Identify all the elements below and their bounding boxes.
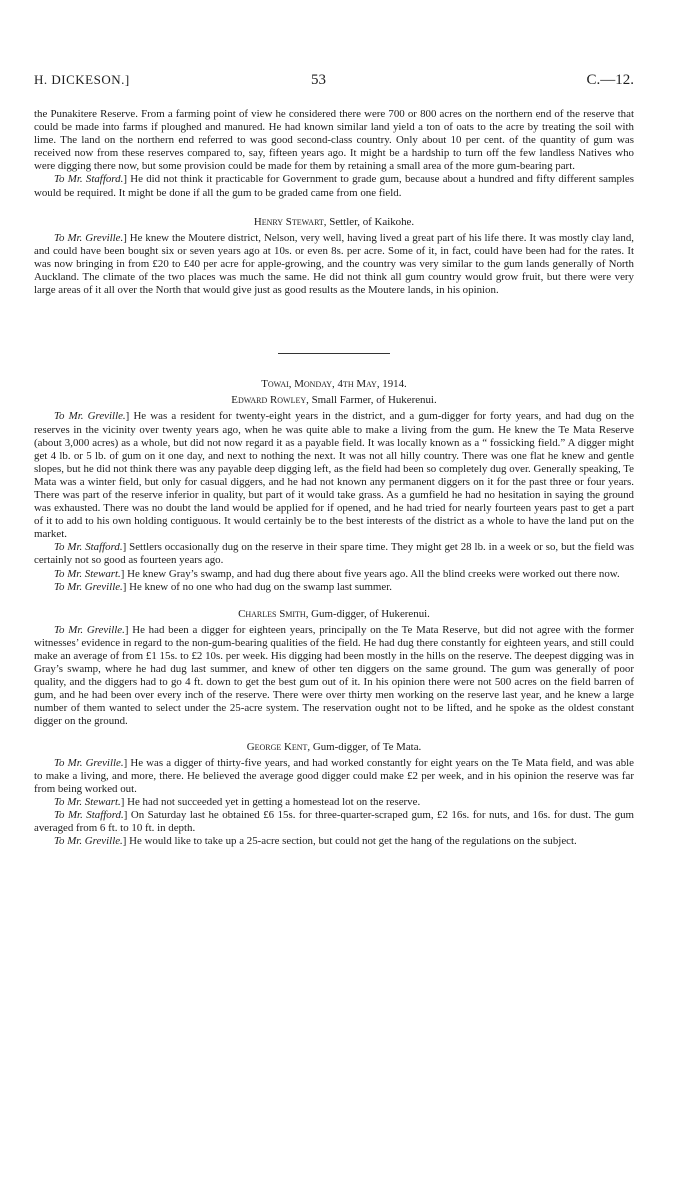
spacer (34, 200, 634, 216)
examiner-name: To Mr. Greville. (54, 756, 124, 769)
examiner-name: To Mr. Greville. (54, 580, 123, 593)
examiner-name: To Mr. Stewart. (54, 567, 121, 580)
text-run: Settler, of Kaikohe. (326, 215, 415, 228)
witness-heading (34, 378, 634, 391)
text-run: ] He had been a digger for eighteen years, principally on the Te Mata Reserve, but did not agree with the former witnesses’ evidence in regard to the non-gum-bearing qualities of the field. He had dug there constantly for eighteen years, and still could make an average of from £1 15s. to £2 10s. per week. His digging had been mostly in the hills on the reserve. The deepest digging was in Gray’s swamp, where he had dug last summer, and knew of other ten diggers on the same ground. The gum was generally of poor quality, and the diggers had to go 4 ft. down to get the best gum out of it. In his opinion there were not 500 acres on the field barren of gum, and he had been over every inch of the reserve. There were over thirty men working on the reserve last year, and he knew a large number of them wanted to select under the 25-acre system. The reservation ought not to be lifted, and he spoke as the oldest constant digger on the ground. (34, 623, 634, 728)
text-run: ] Settlers occasionally dug on the reserve in their spare time. They might get 28 lb. in a week or so, but the field was certainly not so good as fourteen years ago. (34, 541, 634, 567)
page-header (34, 72, 634, 94)
paragraph (34, 541, 634, 567)
document-code: C.—12. (586, 72, 634, 88)
spacer (34, 594, 634, 608)
text-run: ] He knew the Moutere district, Nelson, very well, having lived a great part of his life there. It was mostly clay land, and could have been bought six or seven years ago at 10s. or even 8s. per acre. Some of it, in fact, could have been had for the rates. It was now bringing in from £20 to £40 per acre for apple-growing, and the country was very similar to the gum lands generally of North Auckland. The climate of the two places was much the same. He did not think all gum country would grow fruit, but there were very large areas of it all over the North that would give just as good results as the Moutere lands, in his opinion. (34, 231, 634, 297)
paragraph (34, 835, 634, 848)
witness-name: Towai, Monday, 4th May, 1914. (261, 378, 407, 391)
spacer (34, 729, 634, 741)
witness-name: Edward Rowley, (231, 394, 309, 407)
text-run: ] On Saturday last he obtained £6 15s. for three-quarter-scraped gum, £2 16s. for nuts, and 16s. for dust. The gum averaged from 6 ft. to 10 ft. in depth. (34, 809, 634, 835)
examiner-name: To Mr. Stewart. (54, 795, 121, 808)
examiner-name: To Mr. Stafford. (54, 809, 124, 822)
text-run: ] He did not think it practicable for Government to grade gum, because about a hundred and fifty different samples would be required. It might be done if all the gum to be graded came from one field. (34, 173, 634, 199)
text-run: ] He was a digger of thirty-five years, and had worked constantly for eight years on the Te Mata field, and was able to make a living, and more, there. He believed the average good digger could make £2 per week, and in his opinion the reserve was far from being worked out. (34, 756, 634, 795)
witness-name: George Kent, (246, 740, 311, 753)
paragraph (34, 624, 634, 729)
examiner-name: To Mr. Greville. (54, 231, 124, 244)
examiner-name: To Mr. Greville. (54, 835, 123, 848)
paragraph (34, 108, 634, 173)
text-run: Gum-digger, of Te Mata. (310, 740, 422, 753)
paragraph (34, 568, 634, 581)
witness-name: Henry Stewart, (253, 215, 327, 228)
witness-name: Charles Smith, (238, 607, 309, 620)
examiner-name: To Mr. Stafford. (54, 173, 124, 186)
page-number: 53 (311, 72, 326, 88)
witness-heading (34, 608, 634, 621)
paragraph (34, 173, 634, 199)
witness-heading (34, 394, 634, 407)
examiner-name: To Mr. Stafford. (54, 541, 123, 554)
examiner-name: To Mr. Greville. (54, 623, 125, 636)
text-run: ] He had not succeeded yet in getting a homestead lot on the reserve. (120, 795, 421, 808)
witness-heading (34, 741, 634, 754)
text-run: Gum-digger, of Hukerenui. (308, 607, 430, 620)
text-run: ] He knew Gray’s swamp, and had dug there about five years ago. All the blind creeks were worked out there now. (120, 567, 620, 580)
text-run: Small Farmer, of Hukerenui. (308, 394, 437, 407)
spacer (34, 297, 634, 353)
paragraph (34, 232, 634, 297)
text-run: ] He was a resident for twenty-eight years in the district, and a gum-digger for forty years, and had dug on the reserves in the vicinity over twenty years ago, when he was quite able to make a living from the gum. He knew the Te Mata Reserve (about 3,000 acres) as a whole, but did not now regard it as a payable field. It was locally known as a “ fossicking field.” A digger might get 4 lb. or 5 lb. of gum on it one day, and next to nothing the next. It was not all hilly country. There was one flat he knew and gentle slopes, but he did not think there was any payable deep digging left, as the field had been so completely dug over. Generally speaking, Te Mata was a winter field, but only for casual diggers, and he had not known any permanent diggers on it for the past three or four years. There was part of the reserve inferior in quality, but part of it would take grass. As a gumfield he had no hesitation in saying the ground was exhausted. There was no doubt the land would be applied for if opened, and he had tried for nearly fourteen years past to get a part of it to add to his own holding contiguous. It would certainly be to the best interests of the district as a whole to have the land put on the market. (34, 410, 634, 541)
paragraph (34, 809, 634, 835)
paragraph (34, 796, 634, 809)
spacer (34, 354, 634, 378)
paragraph (34, 757, 634, 796)
text-run: the Punakitere Reserve. From a farming point of view he considered there were 700 or 800 acres on the northern end of the reserve that could be made into farms if ploughed and manured. He had known similar land yield a ton of oats to the acre by treating the soil with lime. The land on the northern end referred to was good second-class country. Only about 10 per cent. of the quantity of gum was received now from these reserves compared to, say, fifteen years ago. It might be a hardship to turn off the few landless Natives who were digging there now, but some provision could be made for them by retaining a small area of the more gum-bearing part. (34, 108, 634, 173)
witness-heading (34, 216, 634, 229)
paragraph (34, 581, 634, 594)
text-run: ] He would like to take up a 25-acre section, but could not get the hang of the regulations on the subject. (122, 835, 577, 848)
examiner-name: To Mr. Greville. (54, 410, 126, 423)
paragraph (34, 410, 634, 541)
text-run: ] He knew of no one who had dug on the swamp last summer. (122, 580, 392, 593)
document-body (34, 108, 634, 848)
header-witness-name: H. DICKESON.] (34, 72, 130, 87)
